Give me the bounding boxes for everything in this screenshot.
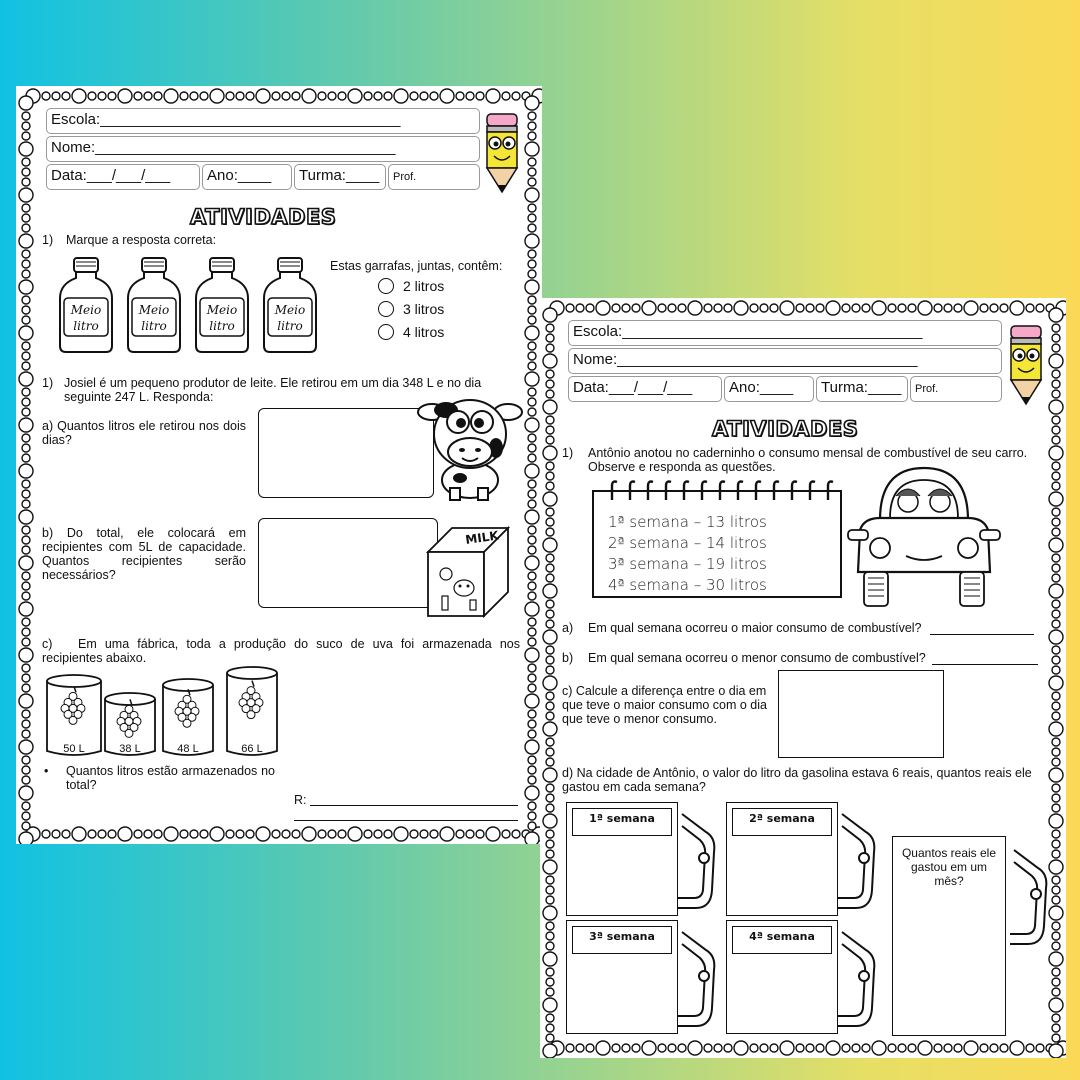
question-b: b) Do total, ele colocará em recipientes com 5L de capacidade. Quantos recipientes serão necessários? — [42, 526, 246, 582]
juice-container-icon — [226, 666, 278, 765]
svg-text:litro: litro — [209, 319, 235, 333]
option-radio[interactable] — [378, 301, 394, 317]
answer-line[interactable] — [294, 804, 518, 821]
option-label: 3 litros — [403, 301, 445, 317]
notebook-ring-icon — [678, 478, 690, 507]
page-title: ATIVIDADES — [190, 205, 337, 229]
svg-text:Meio: Meio — [206, 303, 238, 317]
page-title: ATIVIDADES — [712, 417, 859, 441]
svg-text:litro: litro — [277, 319, 303, 333]
question-text: Antônio anotou no caderninho o consumo mensal de combustível de seu carro. Observe e responda as questões. — [588, 446, 1028, 474]
worksheet-page-2 — [540, 298, 1066, 1058]
week-label: 3ª semana — [572, 926, 672, 954]
teacher-field[interactable]: Prof. — [910, 376, 1002, 402]
question-number: 1) — [42, 233, 54, 247]
fuel-nozzle-icon — [838, 806, 880, 919]
school-field[interactable]: Escola:____________________________________ — [568, 320, 1002, 346]
notebook-ring-icon — [624, 478, 636, 507]
notebook-entry: 4ª semana – 30 litros — [608, 576, 767, 594]
notebook-ring-icon — [768, 478, 780, 507]
svg-text:Meio: Meio — [138, 303, 170, 317]
year-field[interactable]: Ano:____ — [724, 376, 814, 402]
question-number: b) — [562, 651, 574, 665]
question-c: c) Calcule a diferença entre o dia em que teve o maior consumo com o dia que teve o menor consumo. — [562, 684, 767, 726]
name-field[interactable]: Nome:____________________________________ — [46, 136, 480, 162]
bottle-icon — [126, 256, 182, 359]
year-field[interactable]: Ano:____ — [202, 164, 292, 190]
notebook-entries — [608, 512, 767, 596]
notebook-ring-icon — [642, 478, 654, 507]
svg-text:Meio: Meio — [274, 303, 306, 317]
question-a: a) Quantos litros ele retirou nos dois dias? — [42, 419, 246, 447]
week-label: 2ª semana — [732, 808, 832, 836]
question-text: Em qual semana ocorreu o menor consumo de combustível? — [588, 651, 926, 665]
notebook-ring-icon — [714, 478, 726, 507]
options-prompt: Estas garrafas, juntas, contêm: — [330, 259, 503, 273]
bullet: • — [44, 764, 49, 778]
option-label: 4 litros — [403, 324, 445, 340]
notebook-entry: 3ª semana – 19 litros — [608, 555, 767, 573]
question-text: Em uma fábrica, toda a produção do suco de uva foi armazenada nos recipientes abaixo. — [42, 637, 520, 665]
juice-container-icon — [46, 674, 102, 765]
option-radio[interactable] — [378, 324, 394, 340]
option-label: 2 litros — [403, 278, 445, 294]
week-label: 4ª semana — [732, 926, 832, 954]
svg-text:litro: litro — [73, 319, 99, 333]
date-field[interactable]: Data:___/___/___ — [46, 164, 200, 190]
notebook-ring-icon — [732, 478, 744, 507]
worksheet-page-1 — [16, 86, 542, 844]
date-field[interactable]: Data:___/___/___ — [568, 376, 722, 402]
fuel-nozzle-icon — [678, 806, 720, 919]
notebook-ring-icon — [606, 478, 618, 507]
bottle-icon — [262, 256, 318, 359]
question-d: d) Na cidade de Antônio, o valor do litro da gasolina estava 6 reais, quantos reais ele gastou em cada semana? — [562, 766, 1032, 794]
question-number: c) — [42, 637, 53, 651]
svg-text:Meio: Meio — [70, 303, 102, 317]
class-field[interactable]: Turma:____ — [816, 376, 908, 402]
notebook-entry: 1ª semana – 13 litros — [608, 513, 767, 531]
total-question: Quantos reais ele gastou em um mês? — [901, 846, 997, 888]
question-text: Marque a resposta correta: — [66, 233, 217, 247]
juice-container-icon — [104, 692, 156, 765]
cow-icon — [416, 392, 524, 502]
answer-line[interactable] — [932, 650, 1038, 665]
notebook-ring-icon — [822, 478, 834, 507]
milk-carton-icon — [422, 522, 514, 618]
notebook-ring-icon — [696, 478, 708, 507]
notebook — [592, 490, 842, 598]
teacher-field[interactable]: Prof. — [388, 164, 480, 190]
svg-text:38 L: 38 L — [119, 743, 141, 755]
notebook-entry: 2ª semana – 14 litros — [608, 534, 767, 552]
answer-label: R: — [294, 793, 307, 807]
answer-box[interactable] — [258, 408, 434, 498]
question-text: Josiel é um pequeno produtor de leite. Ele retirou em um dia 348 L e no dia seguinte 247 L. Responda: — [64, 376, 482, 404]
notebook-ring-icon — [660, 478, 672, 507]
fuel-nozzle-icon — [1010, 842, 1052, 955]
svg-text:66 L: 66 L — [241, 743, 263, 755]
name-field[interactable]: Nome:____________________________________ — [568, 348, 1002, 374]
car-icon — [846, 460, 1002, 612]
pencil-mascot-icon — [482, 110, 522, 194]
notebook-ring-icon — [786, 478, 798, 507]
answer-line[interactable] — [930, 620, 1034, 635]
juice-container-icon — [162, 678, 214, 765]
svg-text:50 L: 50 L — [63, 743, 85, 755]
week-label: 1ª semana — [572, 808, 672, 836]
question-number: 1) — [42, 376, 54, 390]
question-text: Quantos litros estão armazenados no total? — [66, 764, 275, 792]
question-number: 1) — [562, 446, 574, 460]
question-text: Em qual semana ocorreu o maior consumo de combustível? — [588, 621, 922, 635]
svg-text:48 L: 48 L — [177, 743, 199, 755]
school-field[interactable]: Escola:____________________________________ — [46, 108, 480, 134]
bottle-icon — [194, 256, 250, 359]
milk-text: MILK — [464, 528, 500, 547]
option-radio[interactable] — [378, 278, 394, 294]
svg-text:litro: litro — [141, 319, 167, 333]
pencil-mascot-icon — [1006, 322, 1046, 406]
bottle-icon — [58, 256, 114, 359]
fuel-nozzle-icon — [838, 924, 880, 1037]
class-field[interactable]: Turma:____ — [294, 164, 386, 190]
question-number: a) — [562, 621, 574, 635]
answer-box[interactable] — [258, 518, 438, 608]
notebook-ring-icon — [750, 478, 762, 507]
fuel-nozzle-icon — [678, 924, 720, 1037]
answer-box[interactable] — [778, 670, 944, 758]
notebook-ring-icon — [804, 478, 816, 507]
